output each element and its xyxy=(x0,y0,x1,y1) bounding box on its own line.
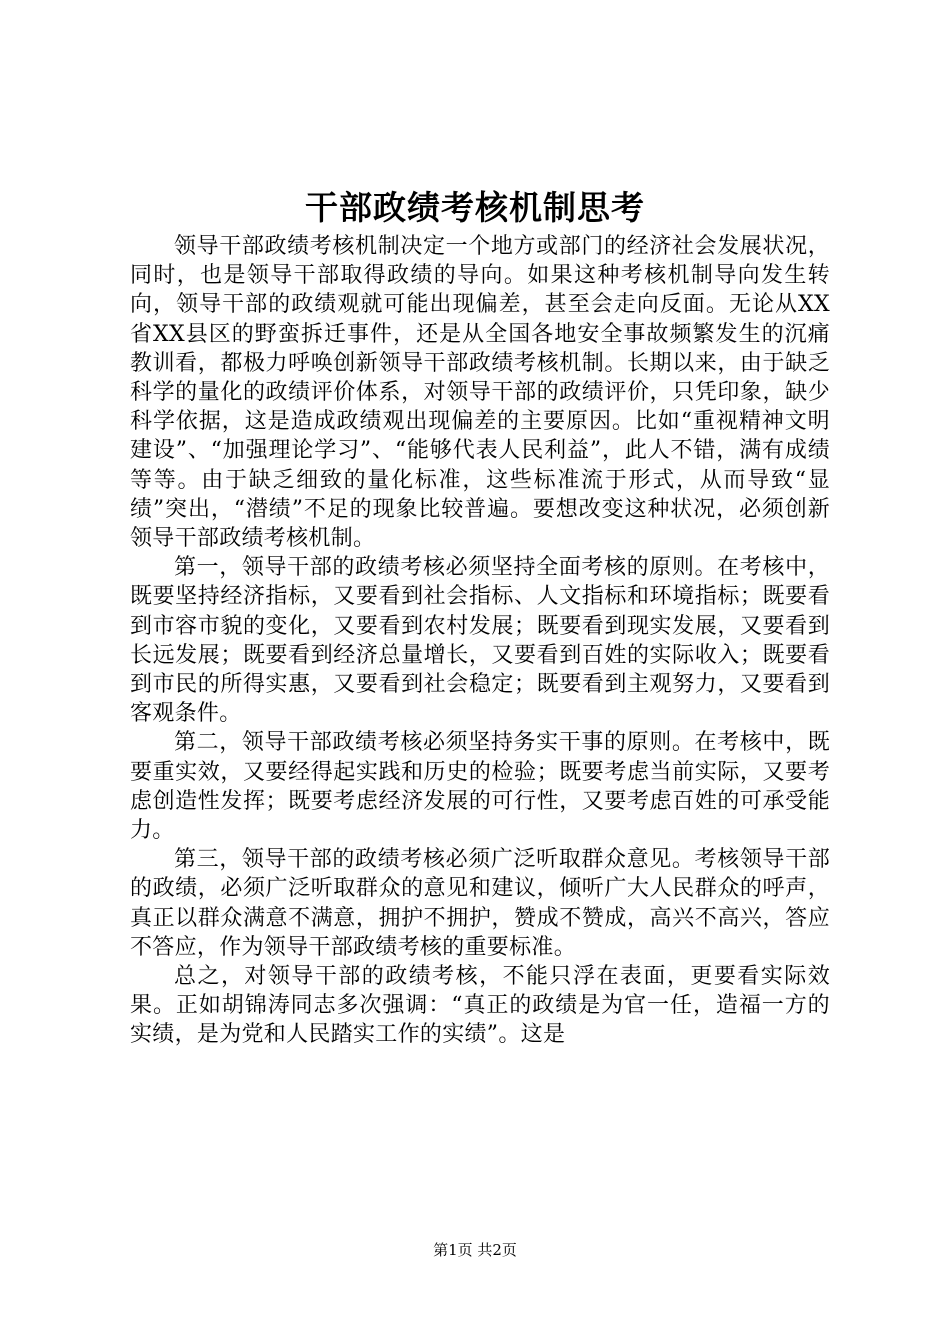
paragraph-second-principle: 第二，领导干部政绩考核必须坚持务实干事的原则。在考核中，既要重实效，又要经得起实践和历史的检验；既要考虑当前实际，又要考虑创造性发挥；既要考虑经济发展的可行性，又要考虑百姓的可承受能力。 xyxy=(130,730,830,844)
document-body xyxy=(130,232,830,1050)
paragraph-intro: 领导干部政绩考核机制决定一个地方或部门的经济社会发展状况，同时，也是领导干部取得政绩的导向。如果这种考核机制导向发生转向，领导干部的政绩观就可能出现偏差，甚至会走向反面。无论从XX省XX县区的野蛮拆迁事件，还是从全国各地安全事故频繁发生的沉痛教训看，都极力呼唤创新领导干部政绩考核机制。长期以来，由于缺乏科学的量化的政绩评价体系，对领导干部的政绩评价，只凭印象，缺少科学依据，这是造成政绩观出现偏差的主要原因。比如“重视精神文明建设”、“加强理论学习”、“能够代表人民利益”，此人不错，满有成绩等等。由于缺乏细致的量化标准，这些标准流于形式，从而导致“显绩”突出，“潜绩”不足的现象比较普遍。要想改变这种状况，必须创新领导干部政绩考核机制。 xyxy=(130,234,830,552)
paragraph-third-principle: 第三，领导干部的政绩考核必须广泛听取群众意见。考核领导干部的政绩，必须广泛听取群众的意见和建议，倾听广大人民群众的呼声，真正以群众满意不满意，拥护不拥护，赞成不赞成，高兴不高兴，答应不答应，作为领导干部政绩考核的重要标准。 xyxy=(130,847,830,960)
paragraph-conclusion: 总之，对领导干部的政绩考核，不能只浮在表面，更要看实际效果。正如胡锦涛同志多次强调：“真正的政绩是为官一任，造福一方的实绩，是为党和人民踏实工作的实绩”。这是 xyxy=(130,964,830,1048)
paragraph-first-principle: 第一，领导干部的政绩考核必须坚持全面考核的原则。在考核中，既要坚持经济指标，又要看到社会指标、人文指标和环境指标；既要看到市容市貌的变化，又要看到农村发展；既要看到现实发展，又要看到长远发展；既要看到经济总量增长，又要看到百姓的实际收入；既要看到市民的所得实惠，又要看到社会稳定；既要看到主观努力，又要看到客观条件。 xyxy=(130,555,830,727)
page-title: 干部政绩考核机制思考 xyxy=(305,188,645,227)
page-number-footer: 第1页 共2页 xyxy=(433,1241,517,1259)
